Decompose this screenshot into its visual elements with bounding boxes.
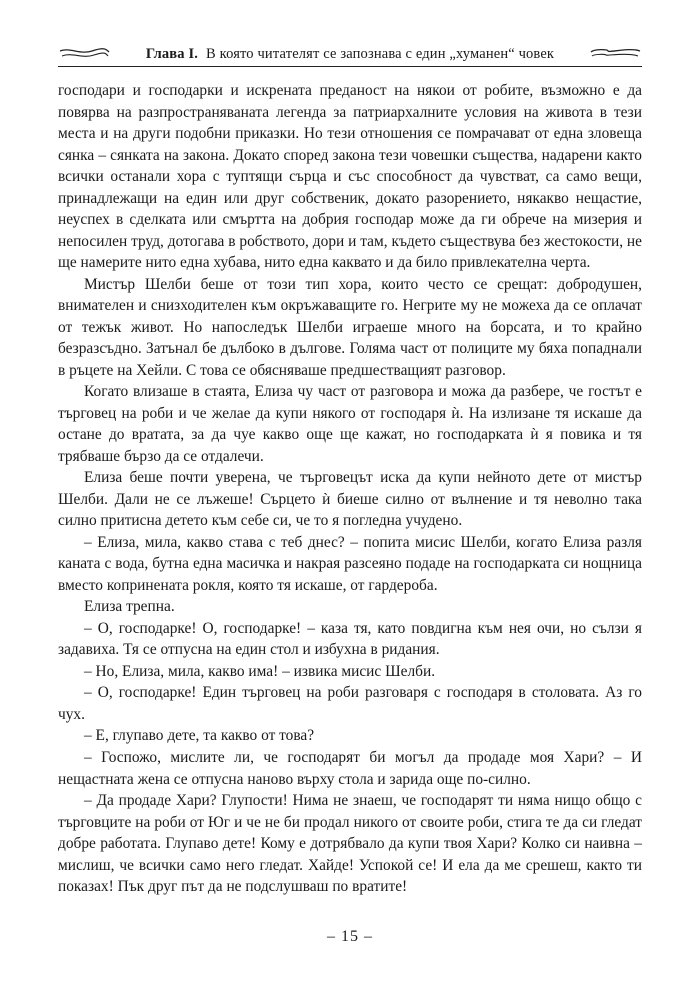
chapter-heading <box>146 46 554 63</box>
body-text <box>58 80 642 898</box>
dialogue-paragraph: – О, господарке! О, господарке! – каза тя, като повдигна към нея очи, но сълзи я задавиха. Тя се отпусна на един стол и избухна в ридания. <box>58 619 642 659</box>
dialogue-paragraph: – Елиза, мила, какво става с теб днес? – попита мисис Шелби, когато Елиза разля каната с вода, бутна една масичка и накрая разсеяно подаде на господарката си нощница вместо копринената рокля, която тя искаше, от гардероба. <box>58 533 642 594</box>
running-head <box>58 42 642 66</box>
paragraph: Мистър Шелби беше от този тип хора, които често се срещат: добродушен, внимателен и снизходителен към окръжаващите го. Негрите му не можеха да се оплачат от тежък живот. Но напоследък Шелби играеше много на борсата, и то крайно безразсъдно. Затънал бе дълбоко в дългове. Голяма част от полиците му бяха попаднали в ръцете на Хейли. С това се обясняваше предшестващият разговор. <box>58 275 642 379</box>
swash-ornament-right-icon <box>590 46 642 60</box>
page-number: – 15 – <box>327 928 373 945</box>
dialogue-paragraph: – Да продаде Хари? Глупости! Нима не знаеш, че господарят ти няма нищо общо с търговците на роби от Юг и че не би продал никого от своите роби, стига те да си гледат добре работата. Глупаво дете! Кому е дотрябвало да купи твоя Хари? Колко си наивна – мислиш, че всички само него гледат. Хайде! Успокой се! И ела да ме срешеш, както ти показах! Пък друг път да не подслушваш по вратите! <box>58 792 642 896</box>
header-rule <box>58 66 642 67</box>
dialogue-paragraph: – Е, глупаво дете, та какво от това? <box>84 727 315 745</box>
chapter-title: В която читателят се запознава с един „хуманен“ човек <box>206 45 555 62</box>
paragraph: Когато влизаше в стаята, Елиза чу част от разговора и можа да разбере, че гостът е търговец на роби и че желае да купи някого от господаря ѝ. На излизане тя искаше да остане до вратата, за да чуе какво още ще кажат, но господарката ѝ я повика и тя трябваше бързо да се отдалечи. <box>58 383 642 465</box>
chapter-number: Глава I. <box>145 45 199 62</box>
dialogue-paragraph: – Но, Елиза, мила, какво има! – извика мисис Шелби. <box>84 662 436 680</box>
paragraph: господари и господарки и искрената преданост на някои от робите, възможно е да повярва на разпространяваната легенда за патриархалните условия на живота в тези места и на други подобни приказки. Но тези отношения се помрачават от една зловеща сянка – сянката на закона. Докато според закона тези човешки същества, надарени както всички останали хора с туптящи сърца и със способност да чувстват, са само вещи, принадлежащи на един или друг собственик, докато разорението, някакво нещастие, неуспех в сделката или смъртта на добрия господар може да ги обрече на мизерия и непосилен труд, дотогава в робството, дори и там, където съществува без жестокости, не ще намерите нито една хубава, нито една каквато и да било привлекателна черта. <box>58 82 642 272</box>
swash-ornament-left-icon <box>58 46 110 60</box>
dialogue-paragraph: – Госпожо, мислите ли, че господарят би могъл да продаде моя Хари? – И нещастната жена се отпусна наново върху стола и зарида още по-силно. <box>58 748 642 788</box>
dialogue-paragraph: – О, господарке! Един търговец на роби разговаря с господаря в столовата. Аз го чух. <box>58 684 642 723</box>
paragraph: Елиза беше почти уверена, че търговецът иска да купи нейното дете от мистър Шелби. Дали не се лъжеше! Сърцето ѝ биеше силно от вълнение и тя неволно така силно притисна детето към себе си, че то я погледна учудено. <box>58 469 642 530</box>
paragraph: Елиза трепна. <box>84 598 175 616</box>
